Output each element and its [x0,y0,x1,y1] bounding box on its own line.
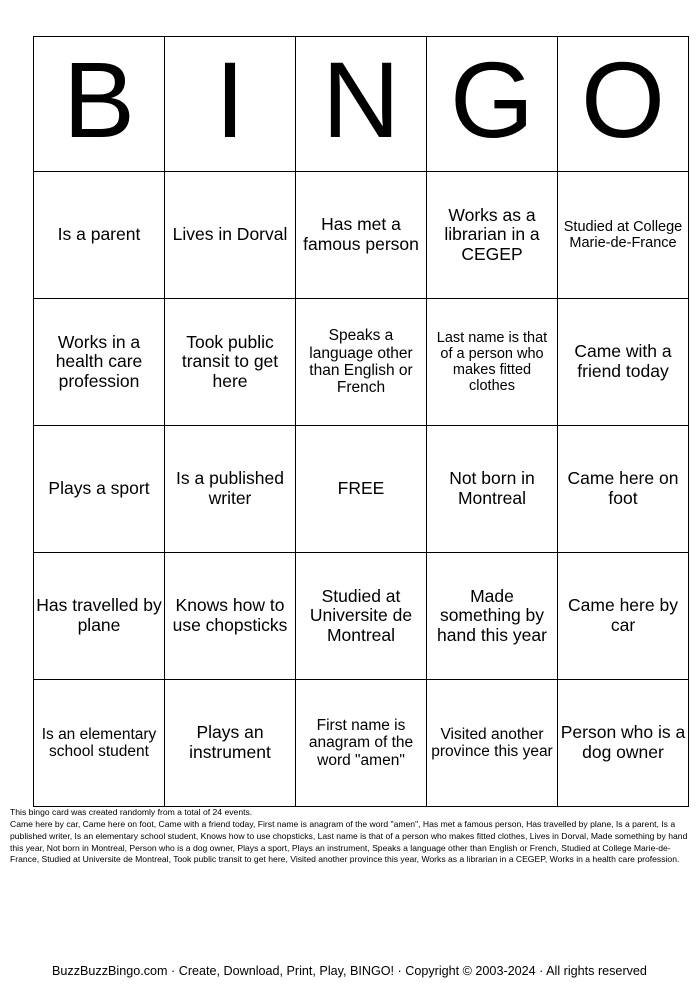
bingo-card [33,36,689,807]
bingo-cell: Made something by hand this year [427,553,558,680]
bingo-cell: Works as a librarian in a CEGEP [427,172,558,299]
bingo-row [34,172,689,299]
bingo-cell: Lives in Dorval [165,172,296,299]
bingo-cell: First name is anagram of the word "amen" [296,680,427,807]
bingo-cell: Works in a health care profession [34,299,165,426]
bingo-cell: Has travelled by plane [34,553,165,680]
bingo-row [34,553,689,680]
header-letter-b: B [34,37,165,172]
bingo-cell: Is an elementary school student [34,680,165,807]
bingo-cell: Studied at College Marie-de-France [558,172,689,299]
header-letter-o: O [558,37,689,172]
bingo-cell: Came here by car [558,553,689,680]
bingo-row [34,426,689,553]
card-notes [10,807,692,866]
bingo-row [34,299,689,426]
bingo-cell: Took public transit to get here [165,299,296,426]
notes-event-list: Came here by car, Came here on foot, Came with a friend today, First name is anagram of the word "amen", Has met a famous person, Has travelled by plane, Is a parent, Is a published writer, Is an elementary school student, Knows how to use chopsticks, Last name is that of a person who makes fitted clothes, Lives in Dorval, Made something by hand this year, Not born in Montreal, Person who is a dog owner, Plays a sport, Plays an instrument, Speaks a language other than English or French, Studied at College Marie-de-France, Studied at Universite de Montreal, Took public transit to get here, Visited another province this year, Works as a librarian in a CEGEP, Works in a health care profession. [10,818,688,865]
bingo-cell: Speaks a language other than English or French [296,299,427,426]
bingo-cell: Is a parent [34,172,165,299]
notes-intro: This bingo card was created randomly from a total of 24 events. [10,807,253,817]
bingo-cell: Has met a famous person [296,172,427,299]
bingo-cell: Studied at Universite de Montreal [296,553,427,680]
header-letter-g: G [427,37,558,172]
header-row [34,37,689,172]
bingo-cell: Last name is that of a person who makes fitted clothes [427,299,558,426]
bingo-cell: Plays a sport [34,426,165,553]
bingo-cell: Plays an instrument [165,680,296,807]
bingo-cell: Came here on foot [558,426,689,553]
bingo-cell: Visited another province this year [427,680,558,807]
header-letter-n: N [296,37,427,172]
bingo-cell: Not born in Montreal [427,426,558,553]
bingo-row [34,680,689,807]
bingo-cell: Knows how to use chopsticks [165,553,296,680]
bingo-cell: Is a published writer [165,426,296,553]
bingo-cell: Came with a friend today [558,299,689,426]
header-letter-i: I [165,37,296,172]
site-footer: BuzzBuzzBingo.com · Create, Download, Print, Play, BINGO! · Copyright © 2003-2024 · All rights reserved [52,964,647,978]
bingo-cell: Person who is a dog owner [558,680,689,807]
free-space-cell: FREE [296,426,427,553]
